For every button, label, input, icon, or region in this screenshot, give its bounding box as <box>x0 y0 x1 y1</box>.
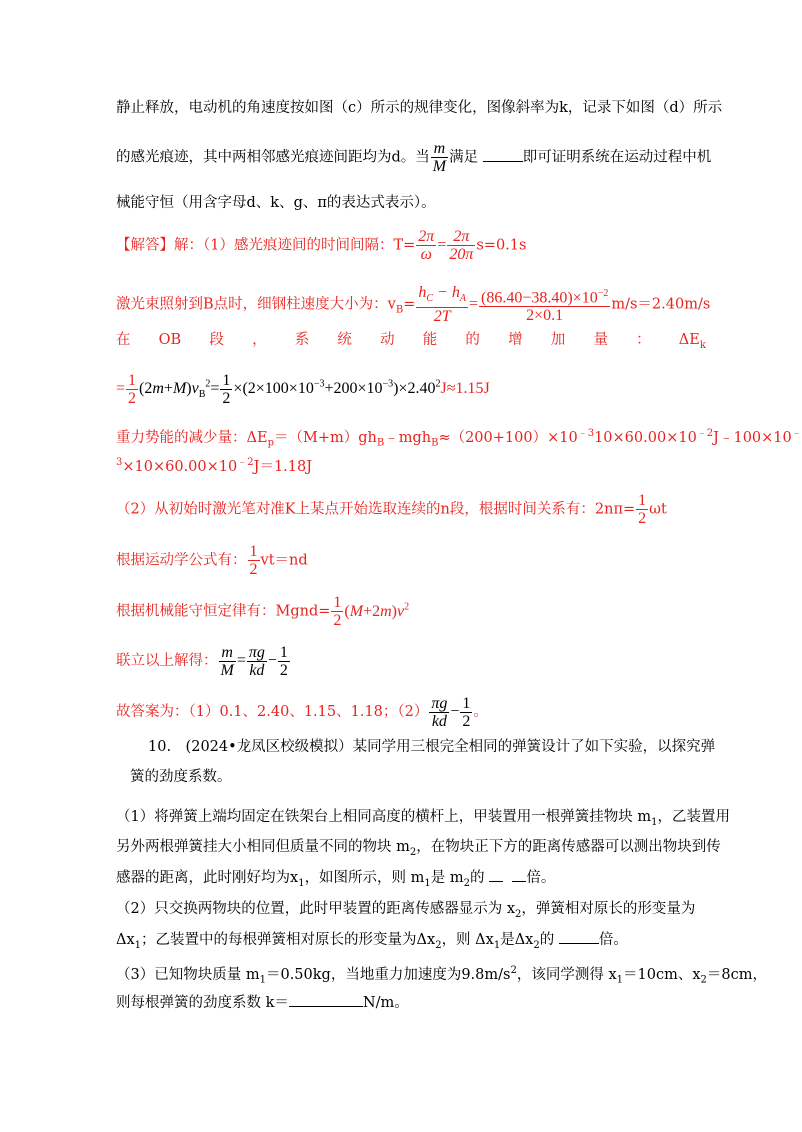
fraction-numeric-velocity: $\frac{(86.40-38.40)\times 10^{-2}}{2\times 0.1}$ <box>479 285 610 324</box>
text-seg: 的感光痕迹，其中两相邻感光痕迹间距均为d。当 <box>116 149 430 166</box>
answer-line-4: = $\frac{1}{2}$ $(2m+M)v_B^2=$ $\frac{1}{2}$ $\times(2\times 100\times 10^{-3}+200\times 10^{-3})\times 2.40^2J\approx 1.15J$ <box>116 372 490 407</box>
answer-blank <box>559 929 599 944</box>
text-seg: $\Delta E_k$ <box>678 332 706 351</box>
text-seg: 10×60.00×10 <box>594 429 697 446</box>
answer-blank <box>483 147 523 162</box>
answer-line-6: $^3\times 10\times 60.00\times 10^{﹣2}J=1.18J$ <box>116 457 313 475</box>
text-seg: 量 <box>593 332 608 348</box>
answer-line-1: 【解答】解：（1）感光痕迹间的时间间隔：T= $\frac{2\pi}{\omega}$ = $\frac{2\pi}{20\pi}$ s=0.1s <box>116 228 527 263</box>
question-10-part-1-line-3: 感器的距离，此时刚好均为$x_1$，如图所示，则 $m_1$是 $m_2$的 倍。 <box>116 867 555 894</box>
text-seg: ，弹簧相对原长的形变量为 <box>521 901 696 917</box>
answer-line-3 <box>116 330 706 356</box>
text-seg: 。 <box>473 704 488 721</box>
answer-line-11: 故答案为：（1）0.1、2.40、1.15、1.18；（2） $\frac{\pi g}{kd}$ − $\frac{1}{2}$ 。 <box>116 695 488 730</box>
text-seg: ，乙装置用 <box>657 809 730 825</box>
fraction-pig-over-kd: $\frac{\pi g}{kd}$ <box>431 695 448 730</box>
text-seg: 根据机械能守恒定律有：Mgnd= <box>116 603 331 620</box>
text-seg: = <box>403 296 416 313</box>
text-seg: （2）只交换两物块的位置，此时甲装置的距离传感器显示为 x <box>116 901 516 917</box>
text-seg: 则每根弹簧的劲度系数 k＝ <box>116 995 289 1011</box>
fraction-hc-ha-over-2T: $\frac{h_C - h_A}{2T}$ <box>418 284 466 326</box>
answer-line-10: 联立以上解得： $\frac{m}{M}$ = $\frac{\pi g}{kd}$ − $\frac{1}{2}$ <box>116 644 288 679</box>
question-10-part-3-line-1: （3）已知物块质量 $m_1=0.50kg$，当地重力加速度为$9.8m/s^2$，该同学测得 $x_1=10cm$、$x_2=8cm$， <box>116 965 767 986</box>
text-seg: 的 <box>465 332 480 348</box>
text-line-2 <box>116 140 711 175</box>
text-seg: OB <box>158 332 182 348</box>
text-seg: ≈（200+100）×10 <box>438 429 578 446</box>
text-seg: ；乙装置中的每根弹簧相对原长的形变量为Δx <box>141 932 436 948</box>
fraction-one-half: $\frac{1}{2}$ <box>462 695 471 730</box>
question-10-part-2-line-2: $\Delta x_1$；乙装置中的每根弹簧相对原长的形变量为$\Delta x_2$，则 $\Delta x_1$是$\Delta x_2$的 倍。 <box>116 929 628 956</box>
answer-line-2: 激光束照射到B点时，细钢柱速度大小为：$v_B=$ $\frac{h_C - h_A}{2T}$ = $\frac{(86.40-38.40)\times 10^{-2}}{2\times 0.1}$ m/s＝2.40m/s <box>116 284 711 326</box>
text-seg: 重力势能的减少量：ΔE <box>116 429 268 446</box>
fraction-2pi-over-20pi: $\frac{2\pi}{20\pi}$ <box>449 228 474 263</box>
answer-blank <box>512 867 526 882</box>
question-10-part-1-line-2: 另外两根弹簧挂大小相同但质量不同的物块 $m_2$，在物块正下方的距离传感器可以测出物块到传 <box>116 839 721 858</box>
text-seg: （1）将弹簧上端均固定在铁架台上相同高度的横杆上，甲装置用一根弹簧挂物块 m <box>116 809 652 825</box>
text-seg: ＝0.50kg，当地重力加速度为9.8m/s <box>265 966 511 983</box>
text-seg: ，如图所示，则 m <box>304 870 425 886</box>
fraction-one-half: $\frac{1}{2}$ <box>128 372 137 407</box>
text-seg: 增 <box>508 332 523 348</box>
text-seg: s=0.1s <box>476 237 527 254</box>
text-seg: 系 <box>294 332 310 348</box>
text-seg: 激光束照射到B点时，细钢柱速度大小为：v <box>116 296 396 313</box>
text-seg: 统 <box>337 332 352 348</box>
text-seg: 感器的距离，此时刚好均为x <box>116 870 299 886</box>
text-seg: 满足 <box>449 149 479 166</box>
text-seg: 的 <box>539 932 555 948</box>
fraction-one-half: $\frac{1}{2}$ <box>279 644 288 679</box>
text-seg: m/s＝2.40m/s <box>611 296 711 313</box>
text-seg: ＝10cm、x <box>623 966 701 983</box>
text-seg: ，则 Δx <box>441 932 494 948</box>
text-seg: vt＝nd <box>260 552 308 569</box>
text-seg: ： <box>636 332 651 348</box>
text-seg: 是 m <box>430 870 464 886</box>
text-seg: （2）从初始时激光笔对准K上某点开始选取连续的n段，根据时间关系有：2nπ= <box>116 501 636 518</box>
fraction-one-half: $\frac{1}{2}$ <box>249 543 258 578</box>
text-seg: ， <box>252 332 267 348</box>
fraction-m-over-M: $\frac{m}{M}$ <box>432 140 447 175</box>
text-seg: 加 <box>550 332 566 348</box>
text-seg: N/m。 <box>362 995 409 1011</box>
text-seg: J≈1.15J <box>440 380 490 398</box>
text-seg: J＝1.18J <box>253 458 313 475</box>
text-seg: ＝（M+m）gh <box>273 429 377 446</box>
text-seg: ＝8cm， <box>706 966 767 983</box>
question-10-line-1: 10. (2024•龙凤区校级模拟）某同学用三根完全相同的弹簧设计了如下实验，以探究弹 <box>148 739 716 755</box>
text-line-3: 械能守恒（用含字母d、k、g、π的表达式表示）。 <box>116 195 436 211</box>
text-seg: 根据运动学公式有： <box>116 552 247 569</box>
answer-line-9: 根据机械能守恒定律有：Mgnd= $\frac{1}{2}$ $(M+2m)v^2$ <box>116 594 410 629</box>
answer-line-7 <box>116 492 667 527</box>
text-seg: 联立以上解得： <box>116 653 218 670</box>
text-seg: 倍。 <box>526 870 556 886</box>
text-seg: ﹣mgh <box>384 429 432 446</box>
text-seg: ，在物块正下方的距离传感器可以测出物块到传 <box>416 839 721 855</box>
text-seg: 能 <box>422 332 438 348</box>
text-seg: J﹣100×10 <box>713 429 792 446</box>
text-seg: 解：（1）感光痕迹间的时间间隔：T= <box>174 237 416 254</box>
fraction-m-over-M: $\frac{m}{M}$ <box>220 644 234 679</box>
text-seg: 另外两根弹簧挂大小相同但质量不同的物块 m <box>116 839 410 855</box>
answer-tag: 【解答】 <box>116 237 174 254</box>
question-10-line-2: 簧的劲度系数。 <box>130 769 232 785</box>
text-seg: 故答案为：（1）0.1、2.40、1.15、1.18；（2） <box>116 704 429 721</box>
text-seg: 在 <box>116 332 131 348</box>
text-seg: ωt <box>649 501 667 518</box>
answer-line-5: 重力势能的减少量：$\Delta E_p=(M+m)gh_B﹣mgh_B\approx(200+100)\times 10^{﹣3}10\times 60.00\times 10^{﹣2}J﹣100\times 10^﹣$ <box>116 428 802 449</box>
fraction-2pi-over-omega: $\frac{2\pi}{\omega}$ <box>418 228 435 263</box>
text-seg: Δx <box>116 932 135 948</box>
text-seg: 是Δx <box>500 932 534 948</box>
text-seg: 倍。 <box>598 932 628 948</box>
fraction-one-half: $\frac{1}{2}$ <box>222 372 231 407</box>
text-seg: （3）已知物块质量 m <box>116 966 260 983</box>
question-10-part-2-line-1: （2）只交换两物块的位置，此时甲装置的距离传感器显示为 $x_2$，弹簧相对原长的形变量为 <box>116 901 696 920</box>
text-seg: 的 <box>470 870 485 886</box>
text-seg: 动 <box>380 332 395 348</box>
text-seg: ，该同学测得 x <box>516 966 617 983</box>
answer-blank <box>289 992 363 1007</box>
fraction-pig-over-kd: $\frac{\pi g}{kd}$ <box>248 644 265 679</box>
fraction-one-half: $\frac{1}{2}$ <box>333 594 342 629</box>
question-10-part-1-line-1: （1）将弹簧上端均固定在铁架台上相同高度的横杆上，甲装置用一根弹簧挂物块 $m_1$，乙装置用 <box>116 809 730 828</box>
question-10-part-3-line-2 <box>116 992 409 1013</box>
answer-blank <box>489 867 503 882</box>
text-seg: 段 <box>209 332 224 348</box>
answer-line-8 <box>116 543 308 578</box>
text-seg: 即可证明系统在运动过程中机 <box>522 149 712 166</box>
text-line-1: 静止释放，电动机的角速度按如图（c）所示的规律变化，图像斜率为k，记录下如图（d）所示 <box>116 100 723 116</box>
text-seg: ×10×60.00×10 <box>122 458 238 475</box>
fraction-one-half: $\frac{1}{2}$ <box>638 492 647 527</box>
